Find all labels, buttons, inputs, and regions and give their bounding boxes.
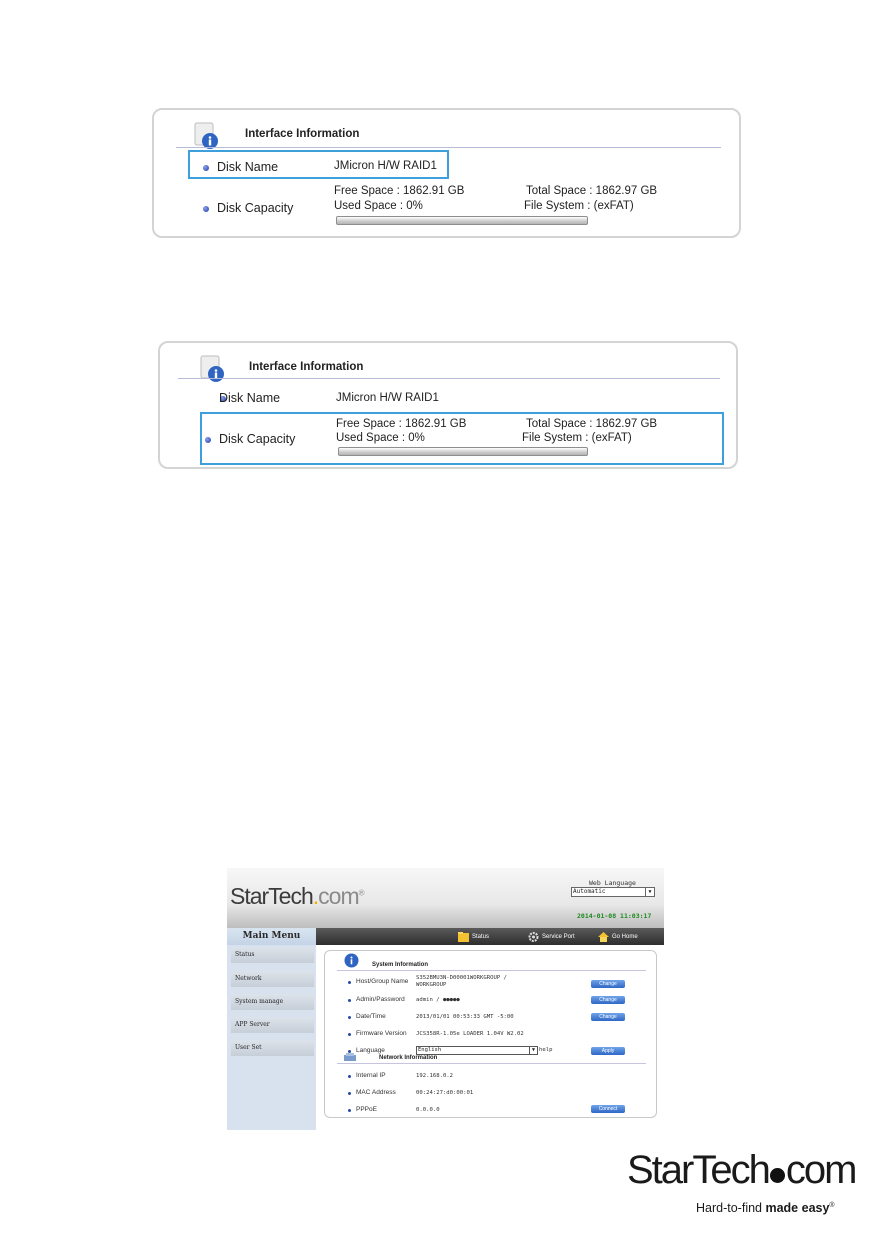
pppoe-value: 0.0.0.0 bbox=[416, 1107, 440, 1113]
web-language-select[interactable] bbox=[571, 887, 655, 897]
nav-status-label: Status bbox=[472, 934, 490, 940]
date-time-label: Date/Time bbox=[356, 1013, 386, 1020]
disk-name-value: JMicron H/W RAID1 bbox=[336, 392, 439, 404]
nav-go-home-label: Go Home bbox=[612, 934, 638, 940]
disk-name-label: Disk Name bbox=[217, 160, 279, 174]
network-info-title: Network Information bbox=[379, 1055, 438, 1061]
usage-progress-bar bbox=[336, 216, 588, 225]
internal-ip-value: 192.168.0.2 bbox=[416, 1073, 454, 1079]
nav-status-button[interactable] bbox=[458, 931, 489, 943]
divider bbox=[337, 1063, 646, 1064]
info-icon bbox=[194, 122, 220, 150]
menu-item-network[interactable]: Network bbox=[231, 971, 314, 987]
host-group-value: S352BMU3N-D00001WORKGROUP / bbox=[416, 975, 507, 981]
disk-capacity-label: Disk Capacity bbox=[217, 201, 294, 215]
bullet-icon bbox=[348, 999, 351, 1002]
file-system: File System : (exFAT) bbox=[524, 200, 634, 212]
host-group-value-2: WORKGROUP bbox=[416, 982, 447, 988]
nav-go-home-button[interactable] bbox=[598, 931, 638, 943]
bullet-icon bbox=[348, 1016, 351, 1019]
free-space: Free Space : 1862.91 GB bbox=[336, 418, 467, 430]
interface-info-panel-2 bbox=[158, 341, 738, 469]
firmware-value: JCS358R-1.05e LOADER 1.04V W2.02 bbox=[416, 1031, 524, 1037]
firmware-label: Firmware Version bbox=[356, 1030, 407, 1037]
panel-title: Interface Information bbox=[245, 128, 360, 140]
mac-address-value: 00:24:27:d0:00:01 bbox=[416, 1090, 474, 1096]
disk-capacity-highlight bbox=[200, 412, 724, 465]
language-label: Language bbox=[356, 1047, 385, 1054]
connect-button[interactable]: Connect bbox=[591, 1105, 625, 1113]
logo-text: StarTech bbox=[230, 883, 313, 909]
help-link[interactable]: help bbox=[539, 1047, 553, 1053]
pppoe-label: PPPoE bbox=[356, 1106, 377, 1113]
language-value: English bbox=[418, 1047, 442, 1053]
tagline-registered-mark: ® bbox=[829, 1201, 835, 1209]
divider bbox=[337, 970, 646, 971]
disk-name-highlight bbox=[188, 150, 449, 179]
startech-logo bbox=[230, 883, 364, 910]
logo-registered-mark: ® bbox=[358, 888, 364, 898]
web-language-label: Web Language bbox=[589, 879, 636, 887]
system-info-title: System Information bbox=[372, 962, 429, 968]
chevron-down-icon: ▼ bbox=[529, 1047, 537, 1054]
internal-ip-label: Internal IP bbox=[356, 1072, 386, 1079]
change-datetime-button[interactable]: Change bbox=[591, 1013, 625, 1021]
header-bar bbox=[227, 868, 664, 928]
nav-service-port-label: Service Port bbox=[542, 934, 575, 940]
bullet-icon bbox=[348, 1033, 351, 1036]
tagline-light: Hard-to-find bbox=[696, 1201, 766, 1215]
content-panel bbox=[324, 950, 657, 1118]
folder-icon bbox=[458, 932, 469, 942]
home-icon bbox=[598, 932, 609, 942]
tagline-bold: made easy bbox=[765, 1201, 830, 1215]
chevron-down-icon: ▼ bbox=[645, 888, 654, 896]
bullet-icon bbox=[348, 1075, 351, 1078]
brand-dot-icon bbox=[770, 1168, 785, 1183]
file-system: File System : (exFAT) bbox=[522, 432, 632, 444]
menu-item-app-server[interactable]: APP Server bbox=[231, 1017, 314, 1033]
disk-capacity-label: Disk Capacity bbox=[219, 432, 296, 446]
footer-tagline bbox=[696, 1201, 835, 1215]
info-icon bbox=[344, 953, 359, 968]
brand-text: StarTech bbox=[627, 1148, 769, 1192]
main-menu-heading: Main Menu bbox=[227, 928, 316, 945]
datetime-display: 2014-01-08 11:03:17 bbox=[577, 912, 652, 920]
apply-language-button[interactable]: Apply bbox=[591, 1047, 625, 1055]
admin-password-label: Admin/Password bbox=[356, 996, 405, 1003]
sidebar bbox=[227, 945, 316, 1130]
brand-com: com bbox=[785, 1148, 856, 1192]
menu-item-system-manage[interactable]: System manage bbox=[231, 994, 314, 1010]
total-space: Total Space : 1862.97 GB bbox=[526, 418, 658, 430]
bullet-icon bbox=[348, 1109, 351, 1112]
bullet-icon bbox=[203, 206, 209, 212]
footer-brand-logo bbox=[627, 1148, 855, 1193]
change-host-button[interactable]: Change bbox=[591, 980, 625, 988]
used-space: Used Space : 0% bbox=[334, 200, 423, 212]
nav-service-port-button[interactable] bbox=[528, 931, 575, 943]
top-nav-bar bbox=[316, 928, 664, 945]
network-icon bbox=[343, 1052, 357, 1062]
interface-info-panel-1 bbox=[152, 108, 741, 238]
disk-name-label: Disk Name bbox=[219, 391, 281, 405]
bullet-icon bbox=[348, 981, 351, 984]
web-admin-screenshot bbox=[227, 868, 664, 1130]
date-time-value: 2013/01/01 00:53:33 GMT -5:00 bbox=[416, 1014, 514, 1020]
change-password-button[interactable]: Change bbox=[591, 996, 625, 1004]
divider bbox=[176, 147, 721, 148]
web-language-value: Automatic bbox=[573, 888, 606, 895]
menu-item-user-set[interactable]: User Set bbox=[231, 1040, 314, 1056]
used-space: Used Space : 0% bbox=[336, 432, 425, 444]
admin-password-value: admin / ●●●●● bbox=[416, 997, 460, 1003]
language-select[interactable] bbox=[416, 1046, 538, 1055]
logo-dot: . bbox=[312, 883, 319, 909]
host-group-label: Host/Group Name bbox=[356, 978, 409, 985]
divider bbox=[178, 378, 720, 379]
bullet-icon bbox=[348, 1092, 351, 1095]
gear-icon bbox=[528, 932, 539, 942]
menu-item-status[interactable]: Status bbox=[231, 947, 314, 963]
panel-title: Interface Information bbox=[249, 361, 364, 373]
free-space: Free Space : 1862.91 GB bbox=[334, 185, 465, 197]
total-space: Total Space : 1862.97 GB bbox=[526, 185, 658, 197]
logo-com: com bbox=[318, 883, 359, 909]
mac-address-label: MAC Address bbox=[356, 1089, 396, 1096]
disk-name-value: JMicron H/W RAID1 bbox=[334, 160, 437, 172]
